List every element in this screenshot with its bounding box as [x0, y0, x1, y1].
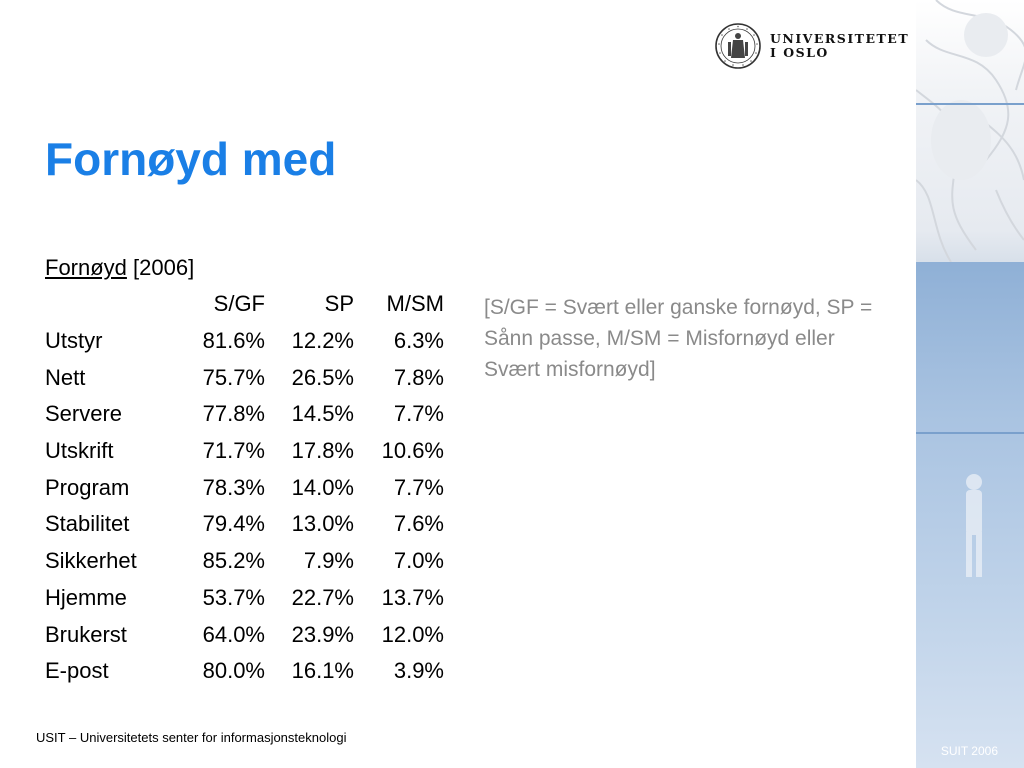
cell-value: 6.3%	[393, 328, 444, 354]
row-label: Hjemme	[45, 584, 127, 610]
column-header: S/GF	[213, 291, 265, 317]
row-label: Servere	[45, 401, 123, 427]
cell-value: 7.0%	[393, 548, 444, 574]
cell-value: 77.8%	[202, 401, 265, 427]
table-row	[42, 323, 444, 360]
cell-value: 80.0%	[202, 658, 265, 684]
table-header-row	[42, 286, 444, 323]
cell-value: 16.1%	[291, 658, 354, 684]
row-label: Sikkerhet	[45, 548, 137, 574]
row-label: Nett	[45, 364, 86, 390]
cell-value: 14.0%	[291, 474, 354, 500]
statue-relief-decoration	[916, 0, 1024, 262]
slide-title: Fornøyd med	[45, 133, 337, 185]
cell-value: 71.7%	[202, 438, 265, 464]
cell-value: 13.0%	[291, 511, 354, 537]
university-name-line1: UNIVERSITETET	[770, 31, 910, 46]
cell-value: 53.7%	[202, 584, 265, 610]
cell-value: 7.6%	[393, 511, 444, 537]
row-label: Utstyr	[45, 328, 103, 354]
cell-value: 13.7%	[381, 584, 444, 610]
cell-value: 3.9%	[393, 658, 444, 684]
university-name-line2: I OSLO	[770, 45, 829, 60]
table-caption	[45, 255, 194, 281]
cell-value: 10.6%	[381, 438, 444, 464]
table-row	[42, 433, 444, 470]
table-row	[42, 396, 444, 433]
row-label: Brukerst	[45, 621, 127, 647]
table-row	[42, 543, 444, 580]
cell-value: 12.0%	[381, 621, 444, 647]
row-label: Utskrift	[45, 438, 114, 464]
cell-value: 26.5%	[291, 364, 354, 390]
table-row	[42, 580, 444, 617]
footer-right-label: SUIT 2006	[940, 744, 998, 758]
satisfaction-table	[42, 286, 444, 690]
cell-value: 79.4%	[202, 511, 265, 537]
table-row	[42, 359, 444, 396]
figure-silhouette-decoration	[954, 470, 994, 580]
table-row	[42, 506, 444, 543]
cell-value: 22.7%	[291, 584, 354, 610]
cell-value: 23.9%	[291, 621, 354, 647]
row-label: E-post	[45, 658, 109, 684]
cell-value: 14.5%	[291, 401, 354, 427]
cell-value: 78.3%	[202, 474, 265, 500]
cell-value: 7.7%	[393, 474, 444, 500]
column-header: SP	[324, 291, 354, 317]
cell-value: 7.9%	[303, 548, 354, 574]
table-body	[42, 323, 444, 690]
abbreviation-note: [S/GF = Svært eller ganske fornøyd, SP = Sånn passe, M/SM = Misfornøyd eller Svært misfornøyd]	[484, 296, 873, 381]
cell-value: 64.0%	[202, 621, 265, 647]
cell-value: 17.8%	[291, 438, 354, 464]
cell-value: 7.8%	[393, 364, 444, 390]
cell-value: 81.6%	[202, 328, 265, 354]
cell-value: 75.7%	[202, 364, 265, 390]
column-header: M/SM	[386, 291, 444, 317]
cell-value: 85.2%	[202, 548, 265, 574]
footer-organization: USIT – Universitetets senter for informasjonsteknologi	[36, 730, 347, 745]
cell-value: 12.2%	[291, 328, 354, 354]
university-logo	[714, 20, 910, 70]
side-decoration-panel	[916, 0, 1024, 768]
table-row	[42, 469, 444, 506]
table-row	[42, 653, 444, 690]
table-caption-year: [2006]	[126, 255, 195, 280]
university-seal-icon	[714, 22, 762, 70]
table-caption-underlined: Fornøyd	[45, 255, 127, 280]
column-header	[42, 286, 185, 323]
cell-value: 7.7%	[393, 401, 444, 427]
table-row	[42, 616, 444, 653]
university-name	[770, 32, 909, 60]
row-label: Stabilitet	[45, 511, 130, 537]
row-label: Program	[45, 474, 130, 500]
